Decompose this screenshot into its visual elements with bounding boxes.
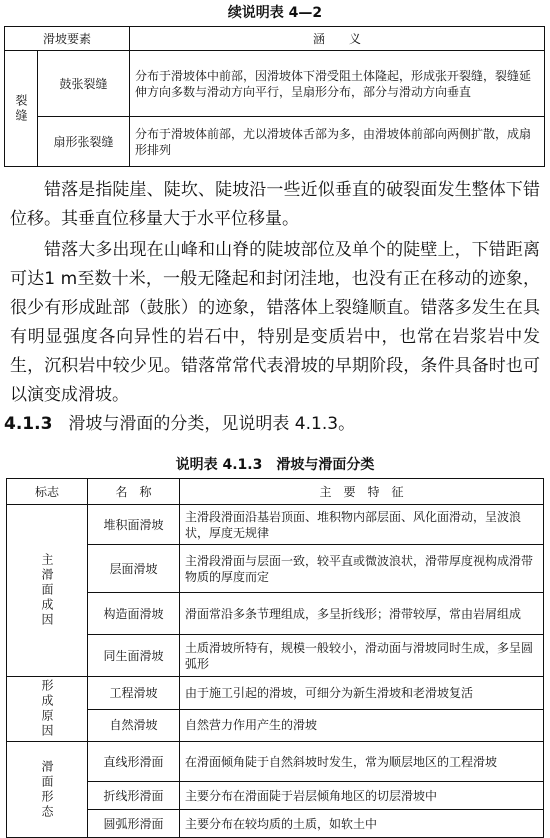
paragraph: 错落是指陡崖、陡坎、陡坡沿一些近似垂直的破裂面发生整体下错位移。其垂直位移量大于水平位移量。 xyxy=(10,180,540,229)
table2-title: 说明表 4.1.3 滑坡与滑面分类 xyxy=(175,457,375,473)
table1-group-label: 裂缝 xyxy=(5,51,38,167)
table1-row-name: 扇形张裂缝 xyxy=(38,117,130,167)
table1-header-element: 滑坡要素 xyxy=(5,27,130,51)
table2-group-label: 滑面形态 xyxy=(7,742,88,838)
table2-row-name: 工程滑坡 xyxy=(88,677,180,710)
table2-header-feature: 主 要 特 征 xyxy=(180,479,544,505)
section-number: 4.1.3 xyxy=(4,414,53,434)
table2-row-feature: 滑面常沿多条节理组成，多呈折线形；滑带较厚，常由岩屑组成 xyxy=(180,593,544,635)
table2-row-name: 折线形滑面 xyxy=(88,782,180,810)
section-text: 滑坡与滑面的分类，见说明表 4.1.3。 xyxy=(68,414,356,434)
table2-row-feature: 在滑面倾角陡于自然斜坡时发生，常为顺层地区的工程滑坡 xyxy=(180,742,544,782)
table2-row-name: 自然滑坡 xyxy=(88,709,180,742)
table1-row-name: 鼓张裂缝 xyxy=(38,51,130,117)
table2-row-name: 同生面滑坡 xyxy=(88,635,180,677)
table2-row-feature: 主要分布在较均质的土质，如软土中 xyxy=(180,810,544,838)
table2-row-name: 直线形滑面 xyxy=(88,742,180,782)
table2-group-label: 形成原因 xyxy=(7,677,88,742)
table2-header-mark: 标志 xyxy=(7,479,88,505)
table2-header-name: 名 称 xyxy=(88,479,180,505)
table2-row-name: 构造面滑坡 xyxy=(88,593,180,635)
table2 xyxy=(6,478,544,838)
table1-row-meaning: 分布于滑坡体中前部，因滑坡体下滑受阻土体隆起，形成张开裂缝，裂缝延伸方向多数与滑动方向平行，呈扇形分布，部分与滑动方向垂直 xyxy=(130,51,545,117)
table2-row-feature: 自然营力作用产生的滑坡 xyxy=(180,709,544,742)
table2-row-name: 堆积面滑坡 xyxy=(88,505,180,545)
table1-row-meaning: 分布于滑坡体前部，尤以滑坡体舌部为多，由滑坡体前部向两侧扩散，成扇形排列 xyxy=(130,117,545,167)
table2-row-name: 层面滑坡 xyxy=(88,545,180,593)
table2-row-feature: 主滑段滑面与层面一致，较平直或微波浪状，滑带厚度视构成滑带物质的厚度而定 xyxy=(180,545,544,593)
table2-row-name: 圆弧形滑面 xyxy=(88,810,180,838)
table2-row-feature: 主滑段滑面沿基岩顶面、堆积物内部层面、风化面滑动，呈波浪状，厚度无规律 xyxy=(180,505,544,545)
table2-row-feature: 由于施工引起的滑坡，可细分为新生滑坡和老滑坡复活 xyxy=(180,677,544,710)
table2-group-label: 主滑面成因 xyxy=(7,505,88,677)
paragraph: 错落大多出现在山峰和山脊的陡坡部位及单个的陡壁上，下错距离可达1 m至数十米，一般无隆起和封闭洼地，也没有正在移动的迹象，很少有形成趾部（鼓胀）的迹象，错落体上裂缝顺直。错落多发生在具有明显强度各向异性的岩石中，特别是变质岩中，也常在岩浆岩中发生，沉积岩中较少见。错落常常代表滑坡的早期阶段，条件具备时也可以演变成滑坡。 xyxy=(10,240,540,405)
section-heading xyxy=(4,410,355,439)
table1 xyxy=(4,26,545,167)
table1-title: 续说明表 4—2 xyxy=(227,5,323,21)
table1-header-meaning: 涵 义 xyxy=(130,27,545,51)
table2-row-feature: 土质滑坡所特有，规模一般较小，滑动面与滑坡同时生成，多呈圆弧形 xyxy=(180,635,544,677)
table2-row-feature: 主要分布在滑面陡于岩层倾角地区的切层滑坡中 xyxy=(180,782,544,810)
